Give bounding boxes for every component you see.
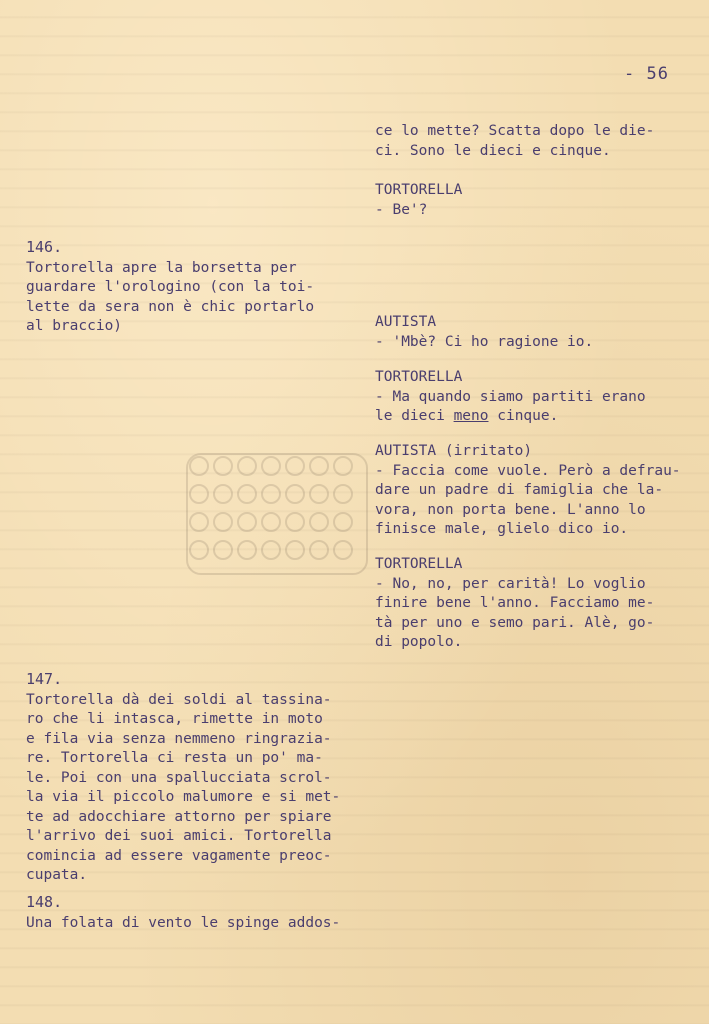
action-line: re. Tortorella ci resta un po' ma- (26, 750, 323, 766)
action-line: lette da sera non è chic portarlo (26, 298, 315, 315)
dialogue-tortorella-1 (375, 181, 462, 220)
action-line: l'arrivo dei suoi amici. Tortorella (26, 828, 332, 844)
dialogue-line (375, 408, 558, 424)
action-line: e fila via senza nemmeno ringrazia- (26, 730, 332, 747)
action-line: cupata. (26, 867, 88, 883)
dialogue-tortorella-2 (375, 368, 646, 427)
dialogue-line: - 'Mbè? Ci ho ragione io. (375, 333, 594, 350)
speaker-name: TORTORELLA (375, 556, 463, 572)
action-line: guardare l'orologino (con la toi- (26, 279, 315, 295)
action-line: al braccio) (26, 318, 123, 334)
scene-148 (26, 893, 340, 933)
text-fragment: cinque. (488, 408, 559, 424)
scene-146 (26, 238, 314, 337)
action-line: Tortorella dà dei soldi al tassina- (26, 691, 332, 708)
scene-147 (26, 670, 340, 886)
dialogue-line: - Faccia come vuole. Però a defrau- (375, 462, 681, 479)
dialogue-line: tà per uno e semo pari. Alè, go- (375, 614, 655, 631)
dialogue-autista-2 (375, 442, 681, 540)
speaker-name: AUTISTA (375, 314, 437, 330)
watermark-stamp (185, 452, 375, 580)
speaker-name: TORTORELLA (375, 369, 463, 385)
dialogue-line: vora, non porta bene. L'anno lo (375, 501, 646, 518)
action-line: Tortorella apre la borsetta per (26, 259, 297, 276)
action-line: comincia ad essere vagamente preoc- (26, 847, 332, 864)
text-line: ci. Sono le dieci e cinque. (375, 142, 611, 159)
action-line: le. Poi con una spallucciata scrol- (26, 769, 332, 786)
scene-number: 147. (26, 670, 63, 688)
dialogue-line: finire bene l'anno. Facciamo me- (375, 595, 655, 611)
dialogue-line: finisce male, glielo dico io. (375, 521, 629, 537)
action-line: te ad adocchiare attorno per spiare (26, 808, 332, 825)
action-line: la via il piccolo malumore e si met- (26, 789, 341, 805)
page-number: - 56 (624, 64, 669, 84)
dialogue-line: - Ma quando siamo partiti erano (375, 388, 646, 405)
scene-number: 146. (26, 238, 63, 256)
text-fragment: le dieci (375, 408, 454, 424)
text-line: ce lo mette? Scatta dopo le die- (375, 123, 655, 139)
dialogue-line: - Be'? (375, 201, 428, 218)
speaker-name: AUTISTA (irritato) (375, 443, 533, 459)
dialogue-line: di popolo. (375, 634, 463, 650)
underlined-word: meno (453, 408, 489, 424)
speaker-name: TORTORELLA (375, 182, 463, 198)
action-line: Una folata di vento le spinge addos- (26, 914, 341, 931)
dialogue-line: - No, no, per carità! Lo voglio (375, 575, 646, 592)
dialogue-tortorella-3 (375, 555, 654, 653)
dialogue-line: dare un padre di famiglia che la- (375, 482, 664, 498)
dialogue-continuation (375, 122, 654, 161)
dialogue-autista-1 (375, 313, 593, 352)
scene-number: 148. (26, 893, 63, 911)
action-line: ro che li intasca, rimette in moto (26, 711, 323, 727)
